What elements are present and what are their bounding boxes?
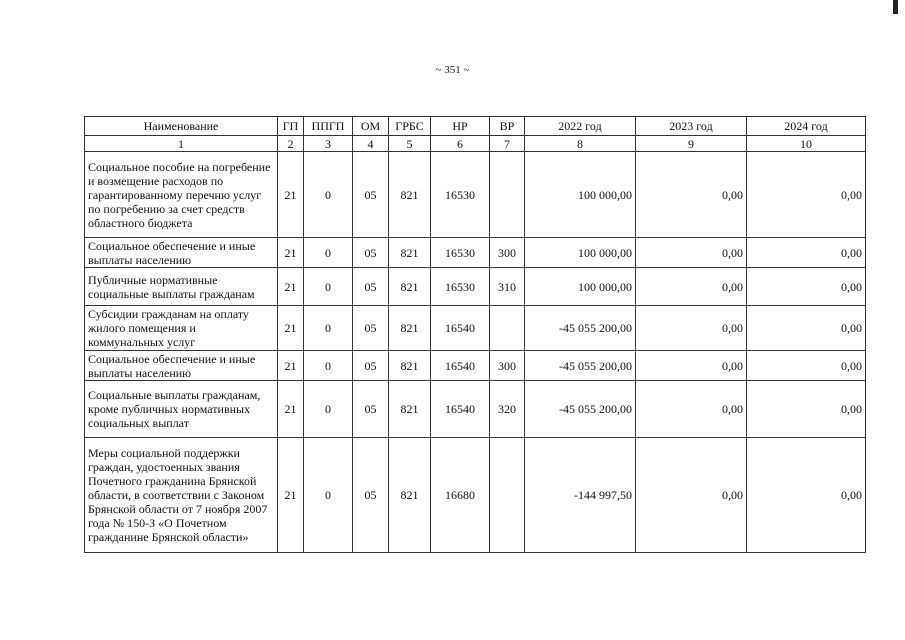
cell-y2024: 0,00	[747, 381, 866, 438]
table-row	[85, 438, 866, 553]
table-row	[85, 306, 866, 351]
cell-y2023: 0,00	[636, 238, 747, 268]
cell-ppgp: 0	[304, 381, 353, 438]
cell-ppgp: 0	[304, 238, 353, 268]
column-number-row	[85, 136, 866, 152]
table-row	[85, 238, 866, 268]
cell-gp: 21	[278, 306, 304, 351]
cell-vr	[490, 306, 525, 351]
column-number: 9	[636, 136, 747, 152]
cell-nr: 16540	[431, 381, 490, 438]
cell-y2022: -45 055 200,00	[525, 351, 636, 381]
cell-gp: 21	[278, 438, 304, 553]
column-header-y2024: 2024 год	[747, 117, 866, 136]
column-number: 2	[278, 136, 304, 152]
cell-om: 05	[353, 381, 389, 438]
cell-y2024: 0,00	[747, 268, 866, 306]
cell-y2023: 0,00	[636, 152, 747, 238]
cell-gp: 21	[278, 351, 304, 381]
cell-y2022: -144 997,50	[525, 438, 636, 553]
cell-ppgp: 0	[304, 351, 353, 381]
cell-nr: 16680	[431, 438, 490, 553]
cell-grbs: 821	[389, 152, 431, 238]
column-number: 4	[353, 136, 389, 152]
table-row	[85, 351, 866, 381]
cell-gp: 21	[278, 238, 304, 268]
cell-y2022: 100 000,00	[525, 268, 636, 306]
cell-nr: 16530	[431, 268, 490, 306]
cell-grbs: 821	[389, 238, 431, 268]
cell-name: Социальное пособие на погребение и возмещение расходов по гарантированному перечню услуг по погребению за счет средств областного бюджета	[85, 152, 278, 238]
cell-name: Социальное обеспечение и иные выплаты населению	[85, 351, 278, 381]
cell-vr	[490, 152, 525, 238]
cell-gp: 21	[278, 381, 304, 438]
cell-nr: 16530	[431, 238, 490, 268]
header-row	[85, 117, 866, 136]
cell-ppgp: 0	[304, 438, 353, 553]
cell-gp: 21	[278, 268, 304, 306]
cell-nr: 16540	[431, 351, 490, 381]
cell-grbs: 821	[389, 438, 431, 553]
column-header-gp: ГП	[278, 117, 304, 136]
cell-gp: 21	[278, 152, 304, 238]
cell-vr: 300	[490, 351, 525, 381]
cell-y2024: 0,00	[747, 152, 866, 238]
cell-y2022: -45 055 200,00	[525, 306, 636, 351]
cell-y2024: 0,00	[747, 351, 866, 381]
table-row	[85, 152, 866, 238]
cell-vr: 310	[490, 268, 525, 306]
column-header-ppgp: ППГП	[304, 117, 353, 136]
cell-y2024: 0,00	[747, 438, 866, 553]
cell-om: 05	[353, 438, 389, 553]
cell-y2023: 0,00	[636, 438, 747, 553]
table-row	[85, 381, 866, 438]
cell-vr: 320	[490, 381, 525, 438]
cell-nr: 16540	[431, 306, 490, 351]
column-number: 8	[525, 136, 636, 152]
cell-y2024: 0,00	[747, 238, 866, 268]
column-number: 10	[747, 136, 866, 152]
cell-ppgp: 0	[304, 152, 353, 238]
cell-y2022: 100 000,00	[525, 238, 636, 268]
column-number: 5	[389, 136, 431, 152]
cell-y2023: 0,00	[636, 306, 747, 351]
column-header-y2023: 2023 год	[636, 117, 747, 136]
cell-name: Субсидии гражданам на оплату жилого помещения и коммунальных услуг	[85, 306, 278, 351]
cell-om: 05	[353, 306, 389, 351]
table-row	[85, 268, 866, 306]
cell-om: 05	[353, 152, 389, 238]
column-header-grbs: ГРБС	[389, 117, 431, 136]
cell-y2024: 0,00	[747, 306, 866, 351]
cell-vr	[490, 438, 525, 553]
cell-grbs: 821	[389, 381, 431, 438]
cell-grbs: 821	[389, 351, 431, 381]
cell-y2023: 0,00	[636, 268, 747, 306]
column-number: 3	[304, 136, 353, 152]
cell-om: 05	[353, 351, 389, 381]
column-number: 6	[431, 136, 490, 152]
cell-vr: 300	[490, 238, 525, 268]
cell-y2022: -45 055 200,00	[525, 381, 636, 438]
column-header-name: Наименование	[85, 117, 278, 136]
scan-corner-mark	[893, 0, 898, 14]
cell-om: 05	[353, 238, 389, 268]
column-header-om: ОМ	[353, 117, 389, 136]
cell-grbs: 821	[389, 268, 431, 306]
cell-name: Социальное обеспечение и иные выплаты населению	[85, 238, 278, 268]
column-header-y2022: 2022 год	[525, 117, 636, 136]
column-header-vr: ВР	[490, 117, 525, 136]
cell-name: Социальные выплаты гражданам, кроме публичных нормативных социальных выплат	[85, 381, 278, 438]
cell-om: 05	[353, 268, 389, 306]
column-number: 7	[490, 136, 525, 152]
cell-y2023: 0,00	[636, 381, 747, 438]
budget-table	[84, 116, 866, 553]
cell-y2023: 0,00	[636, 351, 747, 381]
column-header-nr: НР	[431, 117, 490, 136]
cell-name: Публичные нормативные социальные выплаты гражданам	[85, 268, 278, 306]
cell-ppgp: 0	[304, 268, 353, 306]
column-number: 1	[85, 136, 278, 152]
cell-y2022: 100 000,00	[525, 152, 636, 238]
cell-ppgp: 0	[304, 306, 353, 351]
page-number: ~ 351 ~	[435, 64, 470, 76]
cell-grbs: 821	[389, 306, 431, 351]
cell-name: Меры социальной поддержки граждан, удостоенных звания Почетного гражданина Брянской области, в соответствии с Законом Брянской области от 7 ноября 2007 года № 150-З «О Почетном гражданине Брянской области»	[85, 438, 278, 553]
cell-nr: 16530	[431, 152, 490, 238]
